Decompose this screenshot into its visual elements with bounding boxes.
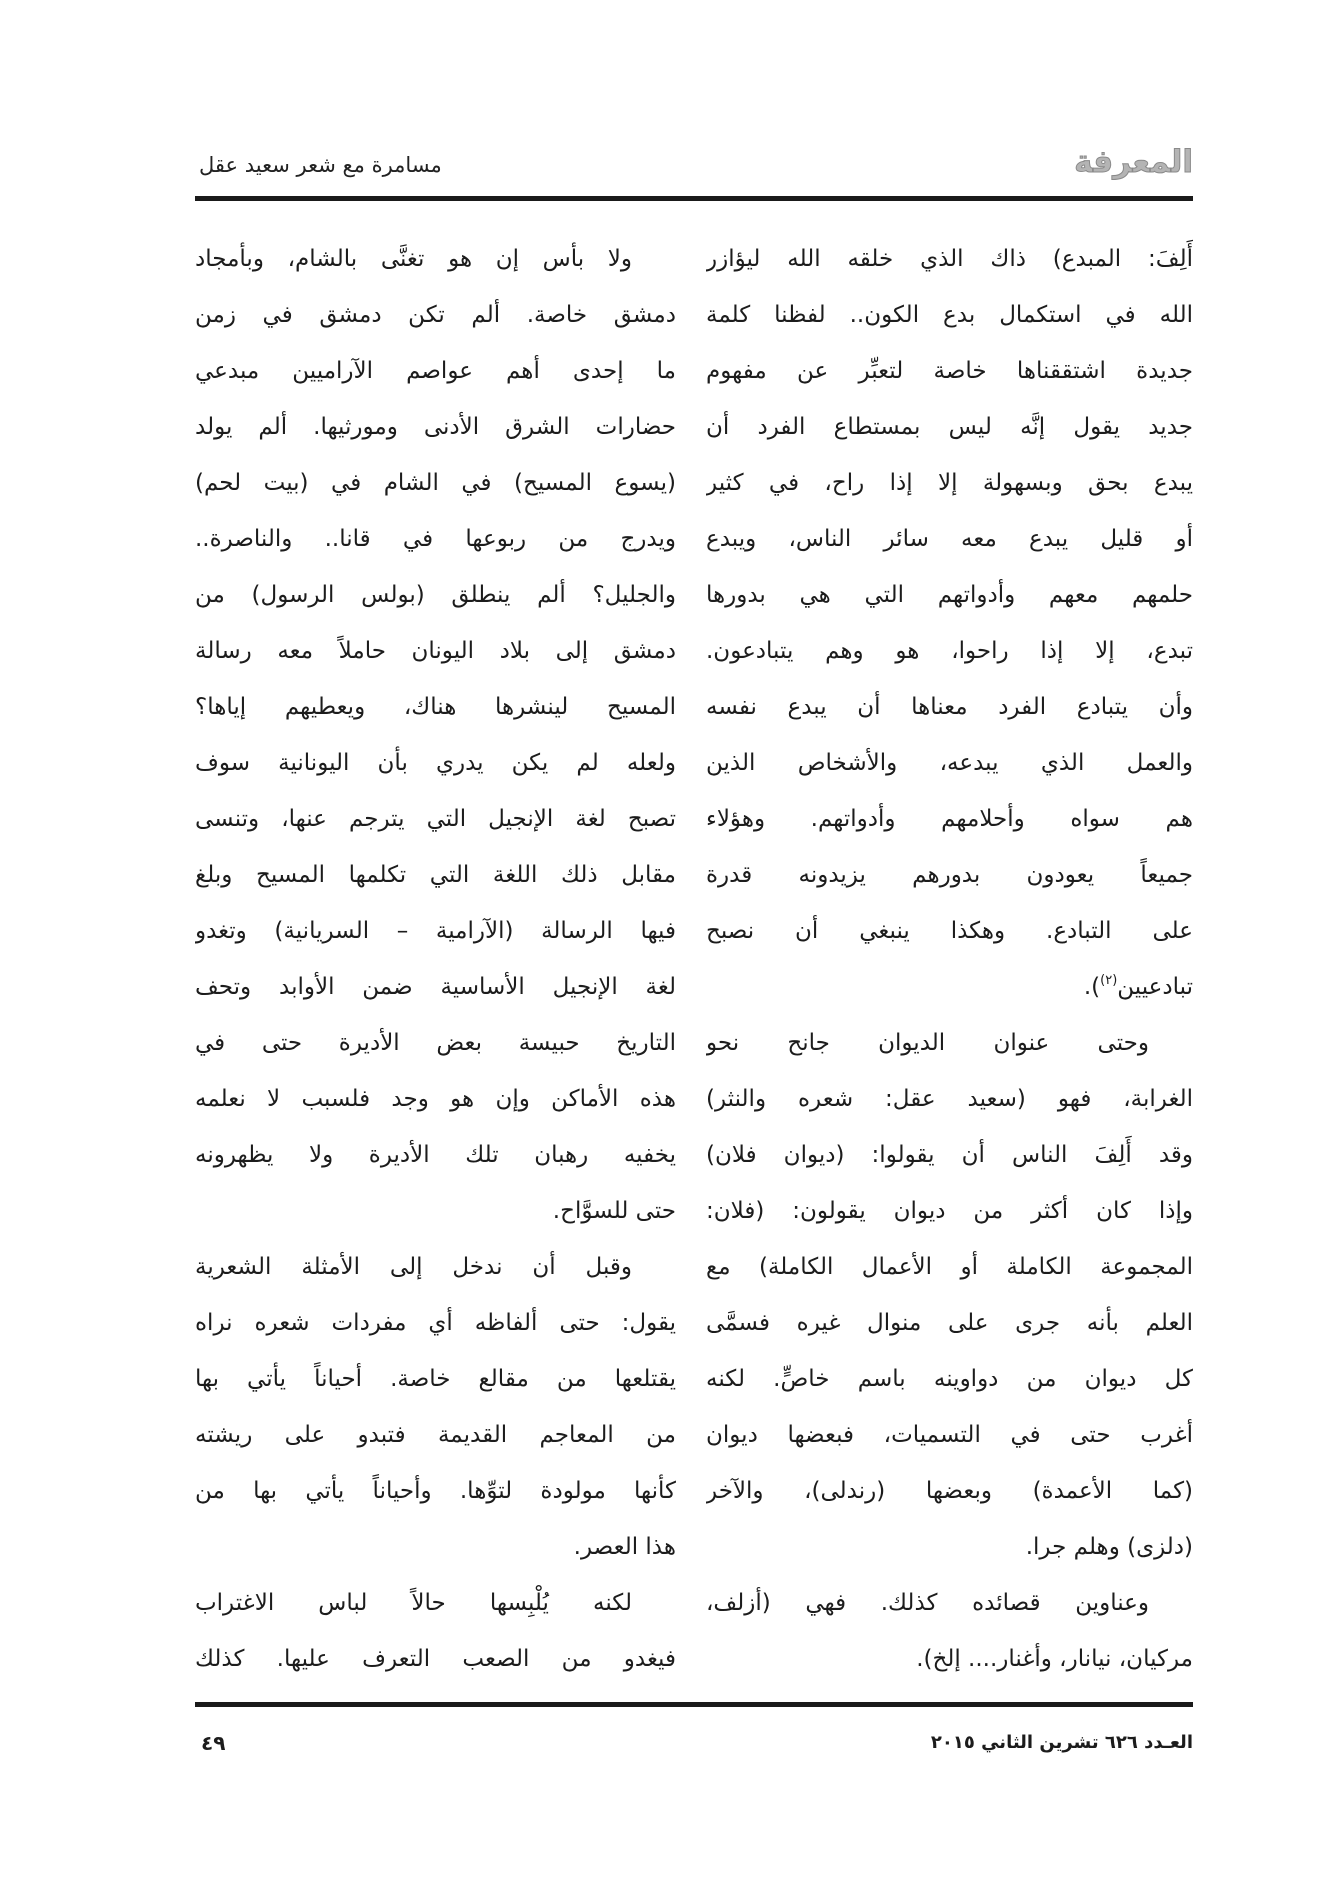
text-line: كل ديوان من دواوينه باسم خاصٍّ. لكنه [706, 1366, 1193, 1392]
text-line: هذه الأماكن وإن هو وجد فلسبب لا نعلمه [195, 1086, 676, 1112]
magazine-logo: المعرفة [1074, 144, 1193, 180]
text-line: ويدرج من ربوعها في قانا.. والناصرة.. [195, 526, 676, 552]
text-line: كأنها مولودة لتوِّها. وأحياناً يأتي بها من [195, 1478, 676, 1504]
text-line: وقد أَلِفَ الناس أن يقولوا: (ديوان فلان) [706, 1142, 1193, 1168]
line-text: تبادعيين [1117, 974, 1193, 1000]
text-line: أغرب حتى في التسميات، فبعضها ديوان [706, 1422, 1193, 1448]
text-line: وإذا كان أكثر من ديوان يقولون: (فلان: [706, 1198, 1193, 1224]
page-number: ٤٩ [201, 1731, 226, 1755]
text-line: جميعاً يعودون بدورهم يزيدونه قدرة [706, 862, 1193, 888]
text-line: فيغدو من الصعب التعرف عليها. كذلك [195, 1646, 676, 1672]
text-line: وأن يتبادع الفرد معناها أن يبدع نفسه [706, 694, 1193, 720]
text-line: لغة الإنجيل الأساسية ضمن الأوابد وتحف [195, 974, 676, 1000]
paragraph-first-line: لكنه يُلْبِسها حالاً لباس الاغتراب [195, 1590, 632, 1616]
text-line: تبدع، إلا إذا راحوا، هو وهم يتبادعون. [706, 638, 1193, 664]
footnote-marker: (٢) [1100, 973, 1118, 988]
text-line: هم سواه وأحلامهم وأدواتهم. وهؤلاء [706, 806, 1193, 832]
text-line: فيها الرسالة (الآرامية – السريانية) وتغدو [195, 918, 676, 944]
paragraph-first-line: وعناوين قصائده كذلك. فهي (أزلف، [706, 1590, 1149, 1616]
text-line: المجموعة الكاملة أو الأعمال الكاملة) مع [706, 1254, 1193, 1280]
text-line: الله في استكمال بدع الكون.. لفظنا كلمة [706, 302, 1193, 328]
text-line: المسيح لينشرها هناك، ويعطيهم إياها؟ [195, 694, 676, 720]
paragraph-last-line: حتى للسوَّاح. [552, 1198, 676, 1224]
text-line: يخفيه رهبان تلك الأديرة ولا يظهرونه [195, 1142, 676, 1168]
text-line: من المعاجم القديمة فتبدو على ريشته [195, 1422, 676, 1448]
text-line: دمشق إلى بلاد اليونان حاملاً معه رسالة [195, 638, 676, 664]
text-line: تصبح لغة الإنجيل التي يترجم عنها، وتنسى [195, 806, 676, 832]
text-line: والجليل؟ ألم ينطلق (بولس الرسول) من [195, 582, 676, 608]
line-tail: ). [1083, 974, 1101, 1000]
text-line: (كما الأعمدة) وبعضها (رندلى)، والآخر [706, 1478, 1193, 1504]
paragraph-last-line: مركيان، نيانار، وأغنار.... إلخ). [916, 1646, 1193, 1672]
text-line: أَلِفَ: المبدع) ذاك الذي خلقه الله ليؤازر [706, 246, 1193, 272]
text-line: (يسوع المسيح) في الشام في (بيت لحم) [195, 470, 676, 496]
text-line: حلمهم معهم وأدواتهم التي هي بدورها [706, 582, 1193, 608]
issue-info: العـدد ٦٢٦ تشرين الثاني ٢٠١٥ [930, 1732, 1193, 1753]
text-line: حضارات الشرق الأدنى ومورثيها. ألم يولد [195, 414, 676, 440]
text-line: يقتلعها من مقالع خاصة. أحياناً يأتي بها [195, 1366, 676, 1392]
text-line: يبدع بحق وبسهولة إلا إذا راح، في كثير [706, 470, 1193, 496]
paragraph-last-line: هذا العصر. [573, 1534, 676, 1560]
text-line: والعمل الذي يبدعه، والأشخاص الذين [706, 750, 1193, 776]
text-line: التاريخ حبيسة بعض الأديرة حتى في [195, 1030, 676, 1056]
text-line: على التبادع. وهكذا ينبغي أن نصبح [706, 918, 1193, 944]
text-line: يقول: حتى ألفاظه أي مفردات شعره نراه [195, 1310, 676, 1336]
text-line: ما إحدى أهم عواصم الآراميين مبدعي [195, 358, 676, 384]
paragraph-first-line: وحتى عنوان الديوان جانح نحو [706, 1030, 1149, 1056]
text-line: جديد يقول إنَّه ليس بمستطاع الفرد أن [706, 414, 1193, 440]
left-column [195, 231, 676, 1687]
text-line: العلم بأنه جرى على منوال غيره فسمَّى [706, 1310, 1193, 1336]
text-line: أو قليل يبدع معه سائر الناس، ويبدع [706, 526, 1193, 552]
right-column [706, 231, 1193, 1687]
text-line: جديدة اشتققناها خاصة لتعبِّر عن مفهوم [706, 358, 1193, 384]
text-line: الغرابة، فهو (سعيد عقل: شعره والنثر) [706, 1086, 1193, 1112]
paragraph-first-line: وقبل أن ندخل إلى الأمثلة الشعرية [195, 1254, 632, 1280]
text-line: مقابل ذلك اللغة التي تكلمها المسيح وبلغ [195, 862, 676, 888]
text-line: دمشق خاصة. ألم تكن دمشق في زمن [195, 302, 676, 328]
header-rule [195, 196, 1193, 201]
text-line-with-footnote [706, 959, 1193, 1015]
footer-rule [195, 1702, 1193, 1707]
paragraph-last-line: (دلزى) وهلم جرا. [1025, 1534, 1193, 1560]
text-line: ولعله لم يكن يدري بأن اليونانية سوف [195, 750, 676, 776]
running-title: مسامرة مع شعر سعيد عقل [199, 153, 442, 177]
paragraph-first-line: ولا بأس إن هو تغنَّى بالشام، وبأمجاد [195, 246, 632, 272]
